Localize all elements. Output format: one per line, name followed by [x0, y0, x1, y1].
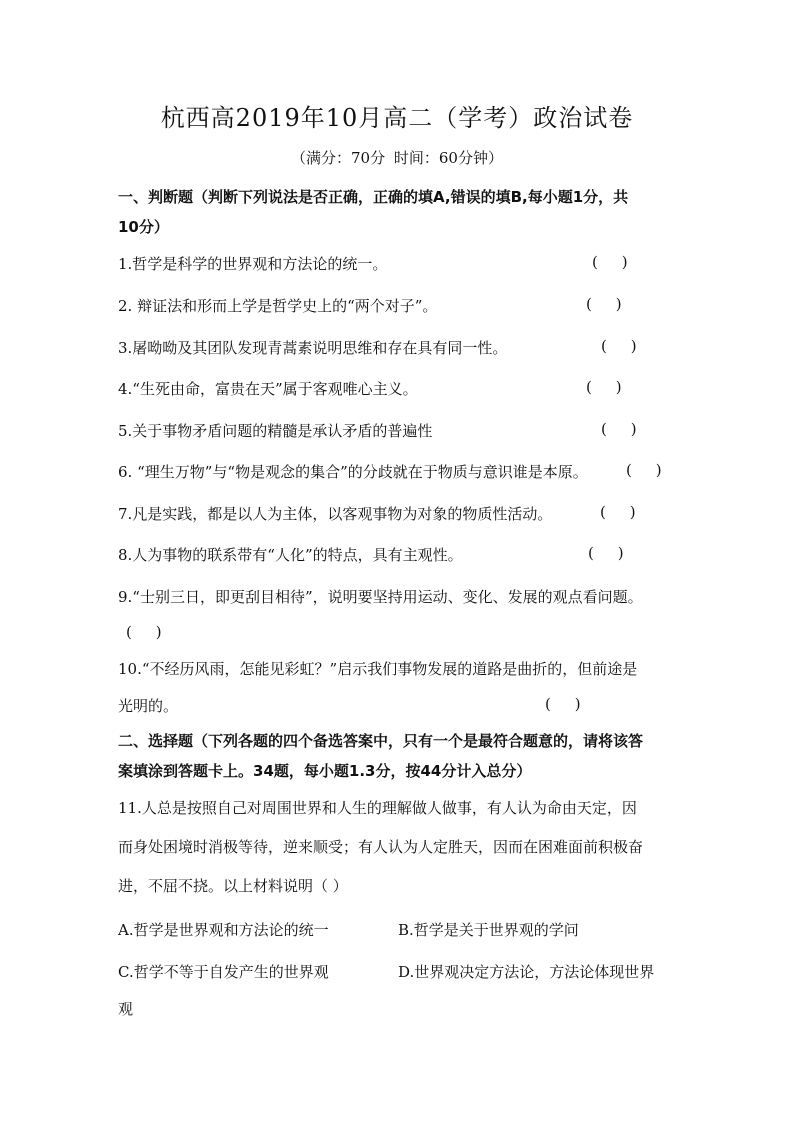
question-4: 4.“生死由命，富贵在天”属于客观唯心主义。 [118, 380, 418, 398]
option-c: C.哲学不等于自发产生的世界观 [118, 963, 329, 981]
question-7: 7.凡是实践，都是以人为主体，以客观事物为对象的物质性活动。 [118, 505, 553, 523]
question-9: 9.“士别三日，即更刮目相待”，说明要坚持用运动、变化、发展的观点看问题。 [118, 588, 643, 606]
question-5: 5.关于事物矛盾问题的精髓是承认矛盾的普遍性 [118, 422, 433, 440]
section1-heading-cont: 10分） [118, 218, 169, 236]
question-11-cont: 而身处困境时消极等待，逆来顺受；有人认为人定胜天，因而在困难面前积极奋 [118, 838, 644, 856]
answer-blank[interactable]: ( ) [588, 544, 624, 562]
question-2: 2. 辩证法和形而上学是哲学史上的“两个对子”。 [118, 297, 438, 315]
answer-blank[interactable]: ( ) [592, 253, 628, 271]
option-a: A.哲学是世界观和方法论的统一 [118, 921, 329, 939]
page-title: 杭西高2019年10月高二（学考）政治试卷 [160, 104, 634, 132]
question-10-cont: 光明的。 [118, 697, 179, 715]
question-11-cont: 进，不屈不挠。以上材料说明（ ） [118, 877, 348, 895]
section1-heading: 一、判断题（判断下列说法是否正确，正确的填A,错误的填B,每小题1分，共 [118, 188, 629, 206]
question-10: 10.“不经历风雨，怎能见彩虹？”启示我们事物发展的道路是曲折的，但前途是 [118, 660, 638, 678]
option-b: B.哲学是关于世界观的学问 [398, 921, 579, 939]
option-d-cont: 观 [118, 1000, 134, 1018]
answer-blank[interactable]: ( ) [126, 623, 162, 641]
section2-heading-cont: 案填涂到答题卡上。34题，每小题1.3分，按44分计入总分） [118, 762, 532, 780]
question-11: 11.人总是按照自己对周围世界和人生的理解做人做事，有人认为命由天定，因 [118, 799, 637, 817]
answer-blank[interactable]: ( ) [626, 461, 662, 479]
question-3: 3.屠呦呦及其团队发现青蒿素说明思维和存在具有同一性。 [118, 339, 508, 357]
answer-blank[interactable]: ( ) [586, 295, 622, 313]
answer-blank[interactable]: ( ) [586, 378, 622, 396]
score-time-info: （满分：70分 时间：60分钟） [291, 149, 503, 167]
option-d: D.世界观决定方法论，方法论体现世界 [398, 963, 655, 981]
section2-heading: 二、选择题（下列各题的四个备选答案中，只有一个是最符合题意的，请将该答 [118, 732, 644, 750]
answer-blank[interactable]: ( ) [601, 337, 637, 355]
answer-blank[interactable]: ( ) [601, 420, 637, 438]
question-1: 1.哲学是科学的世界观和方法论的统一。 [118, 255, 388, 273]
answer-blank[interactable]: ( ) [545, 695, 581, 713]
question-6: 6. “理生万物”与“物是观念的集合”的分歧就在于物质与意识谁是本原。 [118, 463, 588, 481]
answer-blank[interactable]: ( ) [600, 503, 636, 521]
question-8: 8.人为事物的联系带有“人化”的特点，具有主观性。 [118, 546, 463, 564]
